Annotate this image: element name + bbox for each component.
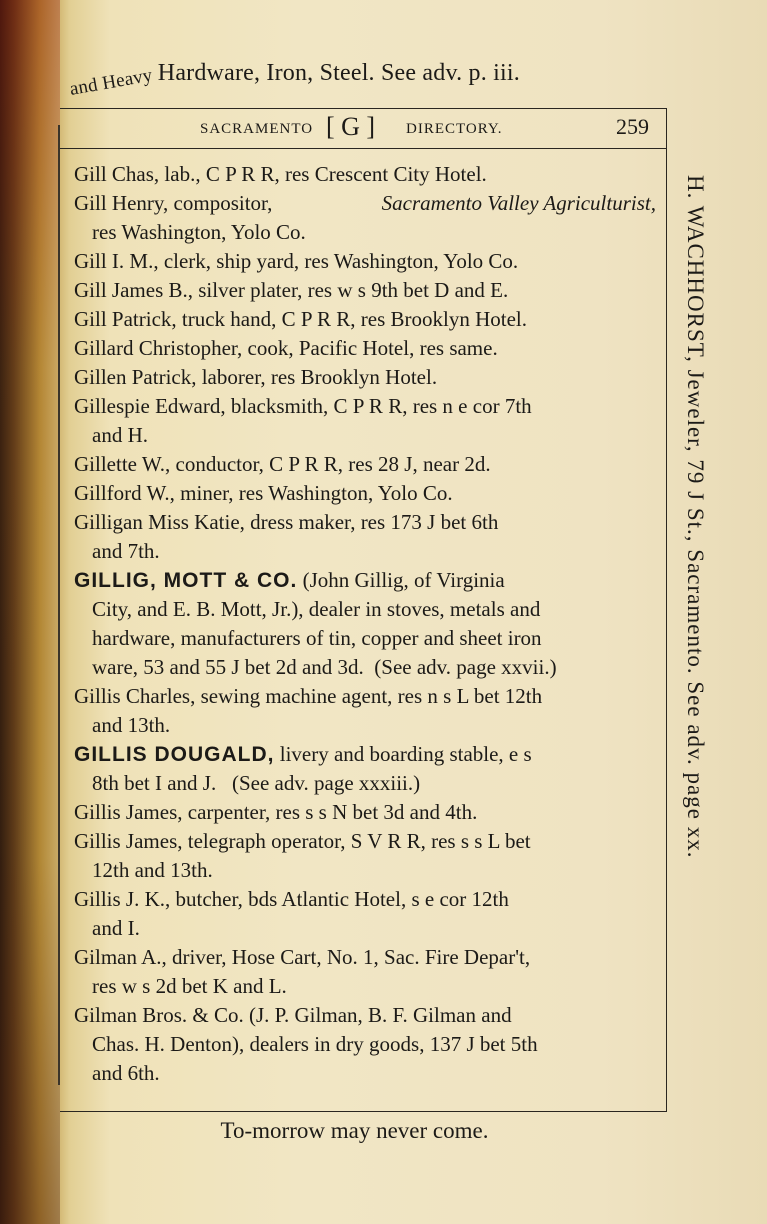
entry-line	[74, 653, 656, 682]
directory-entry	[74, 479, 656, 508]
entry-line	[74, 392, 656, 421]
entry-text: Gill Henry, compositor,	[74, 191, 278, 215]
entry-line	[74, 624, 656, 653]
entry-line	[74, 537, 656, 566]
entry-line	[74, 740, 656, 769]
entry-italic-text: Sacramento Valley Agriculturist,	[381, 191, 656, 215]
directory-entry	[74, 885, 656, 943]
entry-bold-name: GILLIS DOUGALD,	[74, 743, 275, 766]
directory-entry	[74, 1001, 656, 1088]
entry-line	[74, 711, 656, 740]
entry-text: and H.	[92, 423, 148, 447]
entry-line	[74, 508, 656, 537]
entry-text: hardware, manufacturers of tin, copper and sheet iron	[92, 626, 542, 650]
entry-text: Gill I. M., clerk, ship yard, res Washington, Yolo Co.	[74, 249, 519, 273]
entry-line	[74, 479, 656, 508]
entry-line	[74, 334, 656, 363]
entry-text: livery and boarding stable, e s	[274, 742, 532, 766]
entry-line	[74, 943, 656, 972]
directory-entry	[74, 160, 656, 189]
entry-text: Gilman Bros. & Co. (J. P. Gilman, B. F. Gilman and	[74, 1003, 512, 1027]
directory-entry	[74, 363, 656, 392]
header-directory: DIRECTORY.	[406, 121, 503, 137]
directory-entry	[74, 943, 656, 1001]
directory-entry	[74, 189, 656, 247]
entry-line	[74, 363, 656, 392]
entry-line	[74, 450, 656, 479]
entry-line	[74, 1059, 656, 1088]
entry-text: 8th bet I and J. (See adv. page xxxiii.)	[92, 771, 421, 795]
entry-text: and 6th.	[92, 1061, 160, 1085]
entry-line	[74, 189, 656, 218]
entry-text: Gill Patrick, truck hand, C P R R, res Brooklyn Hotel.	[74, 307, 528, 331]
entry-text: Chas. H. Denton), dealers in dry goods, 137 J bet 5th	[92, 1032, 538, 1056]
entry-line	[74, 595, 656, 624]
directory-entry	[74, 276, 656, 305]
sidebar-advert	[672, 175, 708, 1045]
entry-text: Gillespie Edward, blacksmith, C P R R, res n e cor 7th	[74, 394, 532, 418]
entry-text: Gilligan Miss Katie, dress maker, res 173 J bet 6th	[74, 510, 499, 534]
entry-line	[74, 914, 656, 943]
entry-text: Gilman A., driver, Hose Cart, No. 1, Sac. Fire Depar't,	[74, 945, 531, 969]
directory-entry	[74, 392, 656, 450]
entry-text: Gillis James, carpenter, res s s N bet 3d and 4th.	[74, 800, 478, 824]
entry-text: ware, 53 and 55 J bet 2d and 3d. (See adv. page xxvii.)	[92, 655, 557, 679]
entry-text: Gillen Patrick, laborer, res Brooklyn Hotel.	[74, 365, 438, 389]
directory-entry	[74, 450, 656, 479]
directory-entry	[74, 798, 656, 827]
sidebar-advert-text: H. WACHHORST, Jeweler, 79 J St., Sacramento. See adv. page xx.	[683, 175, 708, 859]
entry-text: (John Gillig, of Virginia	[297, 568, 505, 592]
entry-text: Gill Chas, lab., C P R R, res Crescent City Hotel.	[74, 162, 487, 186]
top-advert-prefix: and Heavy	[68, 64, 155, 100]
entry-line	[74, 769, 656, 798]
directory-entry	[74, 305, 656, 334]
top-advert-band	[68, 60, 668, 100]
entry-line	[74, 566, 656, 595]
entry-bold-name: GILLIG, MOTT & CO.	[74, 569, 298, 592]
entry-text: and I.	[92, 916, 140, 940]
directory-entry	[74, 508, 656, 566]
entry-line	[74, 885, 656, 914]
directory-entry	[74, 827, 656, 885]
entry-text: res Washington, Yolo Co.	[92, 220, 306, 244]
entry-text: and 7th.	[92, 539, 160, 563]
entry-text: Gillis James, telegraph operator, S V R R, res s s L bet	[74, 829, 531, 853]
entry-text: Gillette W., conductor, C P R R, res 28 J, near 2d.	[74, 452, 491, 476]
entry-line	[74, 798, 656, 827]
entry-line	[74, 1001, 656, 1030]
directory-entry	[74, 740, 656, 798]
entry-line	[74, 160, 656, 189]
entry-text: Gillard Christopher, cook, Pacific Hotel, res same.	[74, 336, 498, 360]
entry-line	[74, 827, 656, 856]
entry-text: Gillis Charles, sewing machine agent, res n s L bet 12th	[74, 684, 543, 708]
entry-line	[74, 276, 656, 305]
directory-entry	[74, 334, 656, 363]
entry-text: Gill James B., silver plater, res w s 9th bet D and E.	[74, 278, 509, 302]
directory-entry	[74, 566, 656, 682]
entry-line	[74, 1030, 656, 1059]
directory-entry	[74, 682, 656, 740]
directory-listing	[74, 160, 656, 1088]
entry-line	[74, 856, 656, 885]
entry-line	[74, 247, 656, 276]
header-city: SACRAMENTO	[200, 121, 314, 137]
entry-text: Gillford W., miner, res Washington, Yolo Co.	[74, 481, 453, 505]
page-edge-shadow	[0, 0, 60, 1224]
entry-text: and 13th.	[92, 713, 171, 737]
page-number: 259	[616, 114, 649, 139]
entry-text: res w s 2d bet K and L.	[92, 974, 287, 998]
entry-line	[74, 421, 656, 450]
entry-text: 12th and 13th.	[92, 858, 213, 882]
running-header	[60, 110, 666, 149]
entry-line	[74, 682, 656, 711]
footer-motto: To-morrow may never come.	[220, 1118, 489, 1143]
entry-line	[74, 218, 656, 247]
entry-text: Gillis J. K., butcher, bds Atlantic Hotel, s e cor 12th	[74, 887, 509, 911]
top-advert-text: Hardware, Iron, Steel. See adv. p. iii.	[157, 60, 520, 86]
entry-line	[74, 972, 656, 1001]
page-frame-left-rule	[58, 125, 60, 1085]
entry-text: City, and E. B. Mott, Jr.), dealer in stoves, metals and	[92, 597, 541, 621]
directory-entry	[74, 247, 656, 276]
header-letter: [ G ]	[326, 112, 376, 141]
entry-line	[74, 305, 656, 334]
